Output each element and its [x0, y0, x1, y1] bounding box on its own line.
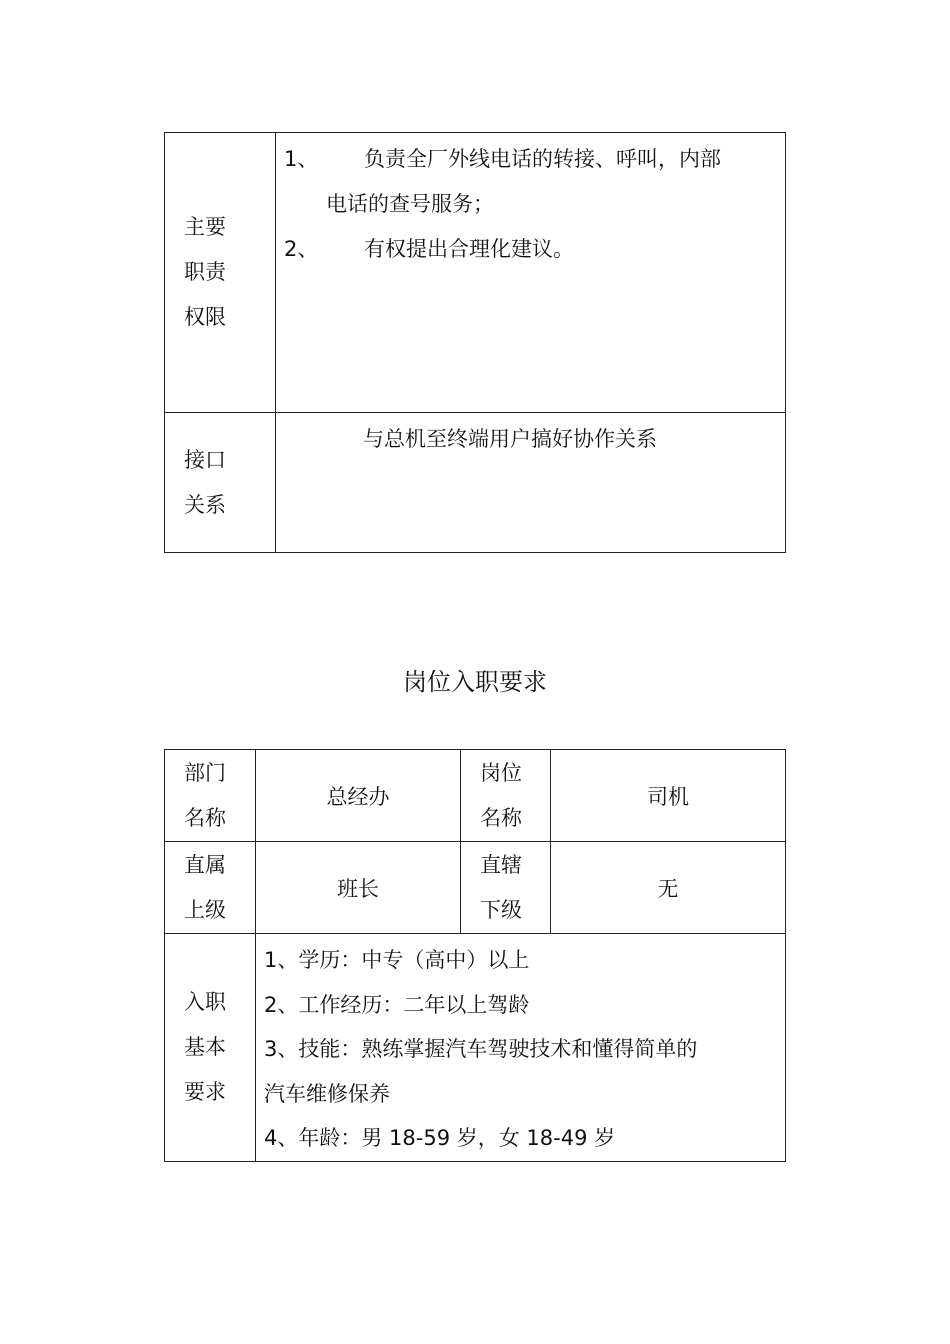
- dept-label-line: 部门: [184, 760, 226, 785]
- dept-label-cell: [165, 750, 256, 842]
- post-label-line: 名称: [480, 805, 522, 830]
- duty-number: 1、: [284, 147, 319, 171]
- duties-row: [165, 133, 786, 413]
- subordinate-label-line: 下级: [480, 897, 522, 922]
- requirement-line: 2、工作经历：二年以上驾龄: [264, 992, 530, 1017]
- interface-label-cell: [165, 413, 276, 553]
- post-value: 司机: [551, 750, 786, 842]
- superior-label-cell: [165, 842, 256, 934]
- subordinate-label-cell: [461, 842, 551, 934]
- interface-label-line: 关系: [184, 492, 226, 517]
- duties-content-cell: [276, 133, 786, 413]
- superior-value: 班长: [256, 842, 461, 934]
- duty-number: 2、: [284, 237, 319, 261]
- post-label-cell: [461, 750, 551, 842]
- requirement-line: 3、技能：熟练掌握汽车驾驶技术和懂得简单的: [264, 1037, 698, 1061]
- superior-label-line: 上级: [184, 897, 226, 922]
- post-label-line: 岗位: [480, 760, 522, 785]
- dept-label-line: 名称: [184, 805, 226, 830]
- req-label-line: 入职: [184, 989, 226, 1014]
- duties-label-cell: [165, 133, 276, 413]
- duty-item: [284, 227, 785, 272]
- requirements-table: [164, 749, 786, 1162]
- duties-table: [164, 132, 786, 553]
- interface-row: [165, 413, 786, 553]
- superior-row: [165, 842, 786, 934]
- duties-label-line: 主要: [184, 215, 226, 239]
- requirements-row: [165, 934, 786, 1162]
- duty-text: 有权提出合理化建议。: [364, 237, 574, 261]
- interface-text: 与总机至终端用户搞好协作关系: [276, 413, 786, 553]
- subordinate-label-line: 直辖: [480, 852, 522, 877]
- requirements-content-cell: [256, 934, 786, 1162]
- department-row: [165, 750, 786, 842]
- dept-value: 总经办: [256, 750, 461, 842]
- interface-label-line: 接口: [184, 447, 226, 472]
- duties-label-line: 职责: [184, 260, 226, 284]
- duty-item: [284, 137, 785, 227]
- duty-text-continued: 电话的查号服务；: [326, 192, 494, 216]
- requirement-line: 4、年龄：男 18-59 岁，女 18-49 岁: [264, 1126, 616, 1150]
- subordinate-value: 无: [551, 842, 786, 934]
- duties-label-line: 权限: [184, 305, 226, 329]
- superior-label-line: 直属: [184, 852, 226, 877]
- requirement-line: 1、学历：中专（高中）以上: [264, 948, 530, 972]
- duty-text: 负责全厂外线电话的转接、呼叫，内部: [364, 147, 721, 171]
- requirement-line: 汽车维修保养: [264, 1081, 390, 1106]
- req-label-line: 基本: [184, 1034, 226, 1059]
- req-label-cell: [165, 934, 256, 1162]
- req-label-line: 要求: [184, 1079, 226, 1104]
- section-heading: 岗位入职要求: [403, 668, 547, 696]
